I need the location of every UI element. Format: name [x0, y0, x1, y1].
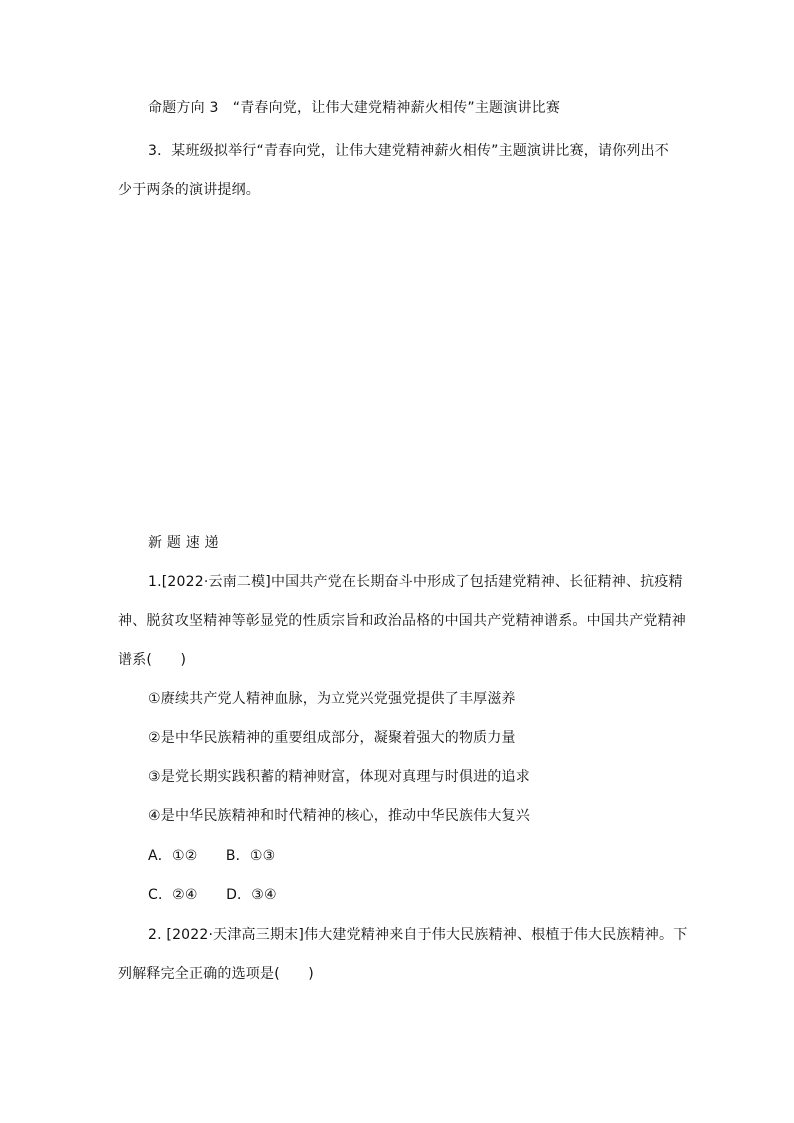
question-2-line-1: 2. [2022·天津高三期末]伟大建党精神来自于伟大民族精神、根植于伟大民族精神。下 — [148, 927, 688, 943]
question-1-statement-3: ③是党长期实践积蓄的精神财富，体现对真理与时俱进的追求 — [148, 769, 530, 785]
question-1-choices-cd: C．②④ D．③④ — [148, 887, 277, 903]
question-1-line-1: 1.[2022·云南二模]中国共产党在长期奋斗中形成了包括建党精神、长征精神、抗疫精 — [148, 574, 683, 590]
section-heading-new-questions: 新 题 速 递 — [148, 535, 219, 551]
question-1-statement-4: ④是中华民族精神和时代精神的核心，推动中华民族伟大复兴 — [148, 808, 530, 824]
section-heading-topic-3: 命题方向 3 “青春向党，让伟大建党精神薪火相传”主题演讲比赛 — [148, 100, 561, 116]
question-2-line-2: 列解释完全正确的选项是( ) — [118, 966, 314, 982]
question-1-choices-ab: A．①② B．①③ — [148, 848, 276, 864]
question-1-statement-1: ①赓续共产党人精神血脉，为立党兴党强党提供了丰厚滋养 — [148, 691, 516, 707]
question-3-line-1: 3．某班级拟举行“青春向党，让伟大建党精神薪火相传”主题演讲比赛，请你列出不 — [148, 143, 670, 159]
question-1-line-3: 谱系( ) — [118, 652, 187, 668]
question-1-statement-2: ②是中华民族精神的重要组成部分，凝聚着强大的物质力量 — [148, 730, 516, 746]
question-1-line-2: 神、脱贫攻坚精神等彰显党的性质宗旨和政治品格的中国共产党精神谱系。中国共产党精神 — [118, 613, 686, 629]
question-3-line-2: 少于两条的演讲提纲。 — [118, 182, 260, 198]
answer-blank-area — [120, 215, 680, 515]
